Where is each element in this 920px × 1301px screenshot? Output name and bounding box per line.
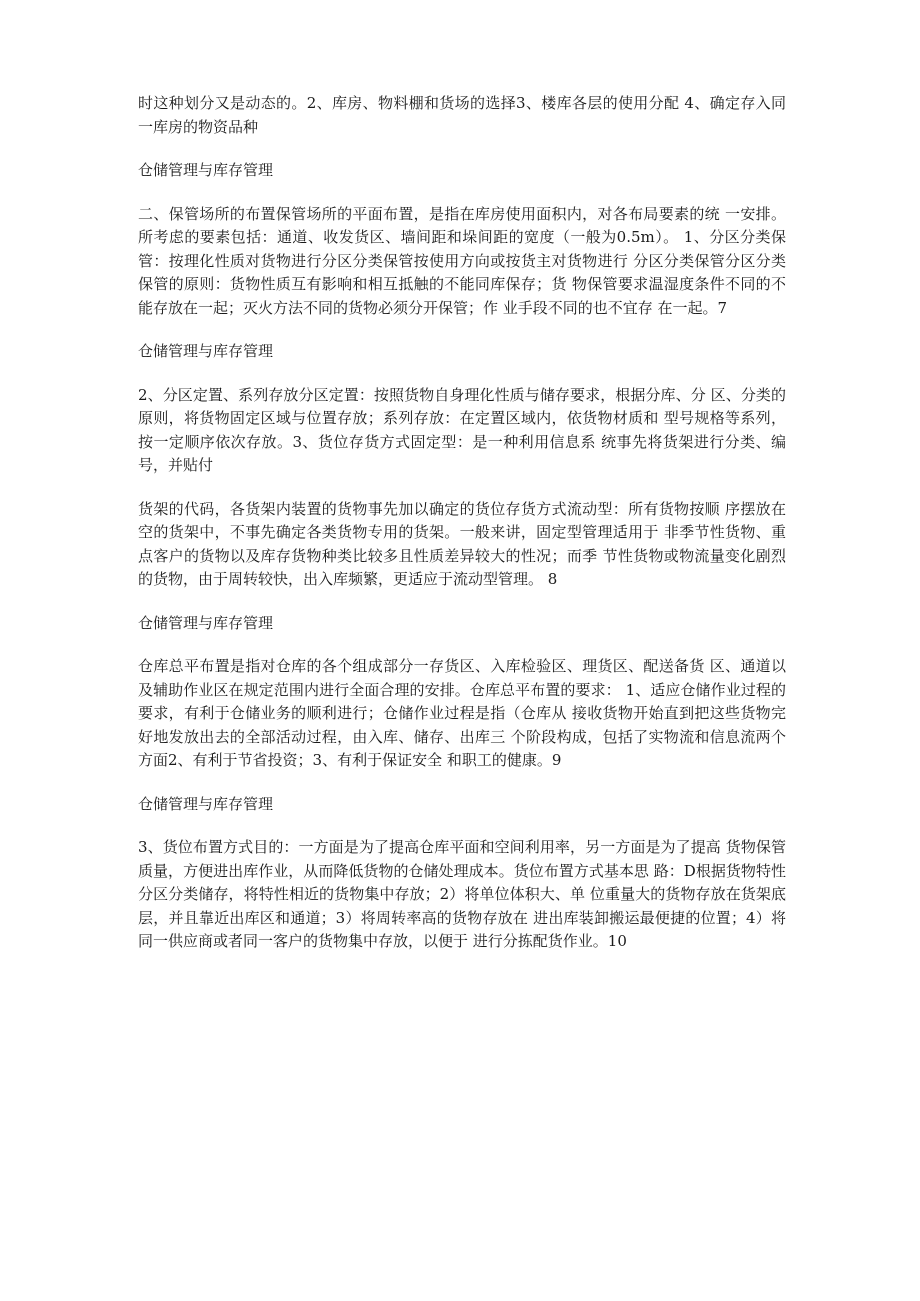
section-heading-3: 仓储管理与库存管理 xyxy=(138,613,274,632)
paragraph-2: 二、保管场所的布置保管场所的平面布置，是指在库房使用面积内，对各布局要素的统 一安排。所考虑的要素包括：通道、收发货区、墙间距和垛间距的宽度（一般为0.5m）。 1、分区分类保管：按理化性质对货物进行分区分类保管按使用方向或按货主对货物进行 分区分类保管分区分类保管的原则：货物性质互有影响和相互抵触的不能同库保存；货 物保管要求温湿度条件不同的不能存放在一起；灭火方法不同的货物必须分开保管；作 业手段不同的也不宜存 在一起。7 xyxy=(138,204,786,317)
paragraph-6: 3、货位布置方式目的：一方面是为了提高仓库平面和空间利用率，另一方面是为了提高 货物保管质量，方便进出库作业，从而降低货物的仓储处理成本。货位布置方式基本思 路：D根据货物特性分区分类储存，将特性相近的货物集中存放；2）将单位体积大、单 位重量大的货物存放在货架底层，并且靠近出库区和通道；3）将周转率高的货物存放在 进出库装卸搬运最便捷的位置；4）将同一供应商或者同一客户的货物集中存放，以便于 进行分拣配货作业。10 xyxy=(138,838,786,950)
paragraph-3: 2、分区定置、系列存放分区定置：按照货物自身理化性质与储存要求，根据分库、分 区、分类的原则，将货物固定区域与位置存放；系列存放：在定置区域内，依货物材质和 型号规格等系列，按一定顺序依次存放。3、货位存货方式固定型：是一种利用信息系 统事先将货架进行分类、编号，并贴付 xyxy=(138,385,786,474)
section-heading-1: 仓储管理与库存管理 xyxy=(138,161,274,179)
section-heading-4: 仓储管理与库存管理 xyxy=(138,794,274,813)
document-page xyxy=(138,92,786,974)
paragraph-1: 时这种划分又是动态的。2、库房、物料棚和货场的选择3、楼库各层的使用分配 4、确定存入同一库房的物资品种 xyxy=(138,94,786,136)
paragraph-5: 仓库总平布置是指对仓库的各个组成部分一存货区、入库检验区、理货区、配送备货 区、通道以及辅助作业区在规定范围内进行全面合理的安排。仓库总平布置的要求： 1、适应仓储作业过程的要求，有利于仓储业务的顺利进行；仓储作业过程是指（仓库从 接收货物开始直到把这些货物完好地发放出去的全部活动过程，由入库、储存、出库三 个阶段构成，包括了实物流和信息流两个方面2、有利于节省投资；3、有利于保证安全 和职工的健康。9 xyxy=(138,657,786,769)
paragraph-4: 货架的代码，各货架内装置的货物事先加以确定的货位存货方式流动型：所有货物按顺 序摆放在空的货架中，不事先确定各类货物专用的货架。一般来讲，固定型管理适用于 非季节性货物、重点客户的货物以及库存货物种类比较多且性质差异较大的性况；而季 节性货物或物流量变化剧烈的货物，由于周转较快，出入库频繁，更适应于流动型管理。 8 xyxy=(138,499,786,588)
section-heading-2: 仓储管理与库存管理 xyxy=(138,342,274,360)
